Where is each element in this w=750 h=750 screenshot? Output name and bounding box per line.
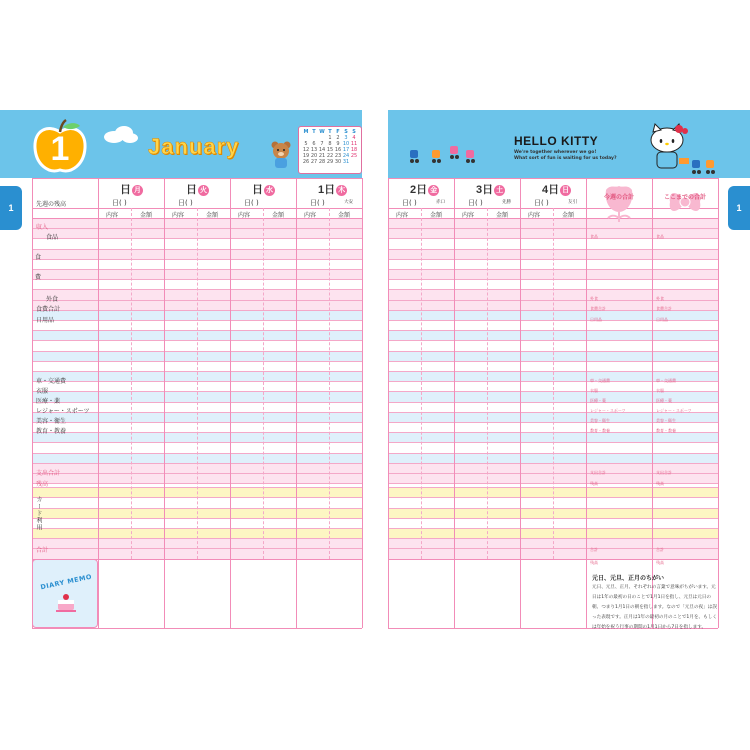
mini-calendar-weekday: M xyxy=(303,129,309,135)
summary-row-label: 美容・衛生 xyxy=(656,418,676,423)
weekday-badge: 金 xyxy=(430,187,438,194)
cloud-icon xyxy=(100,124,140,144)
content-amount-divider xyxy=(263,208,264,559)
clothing-label: 衣服 xyxy=(36,388,49,395)
mini-calendar-day: 31 xyxy=(342,159,350,165)
mini-calendar-day: 30 xyxy=(334,159,342,165)
summary-row-label: レジャー・スポーツ xyxy=(590,408,626,413)
food-group-label: 食 xyxy=(35,254,42,261)
prev-balance-label: 先週の残高 xyxy=(36,201,67,208)
content-amount-divider xyxy=(421,208,422,559)
content-column-label: 内容 xyxy=(396,212,409,219)
summary-row-label: 医療・薬 xyxy=(590,398,606,403)
leisure-label: レジャー・スポーツ xyxy=(36,408,90,415)
mini-calendar-day: 29 xyxy=(326,159,334,165)
amount-column-label: 金額 xyxy=(338,212,351,219)
mini-calendar-day xyxy=(350,159,358,165)
day-header xyxy=(410,181,439,197)
brand-tagline-2: What sort of fun is waiting for us today? xyxy=(514,156,617,161)
diary-memo-title: DIARY MEMO xyxy=(39,572,93,592)
mini-calendar-day: 18 xyxy=(350,147,358,153)
mini-calendar-day: 25 xyxy=(350,153,358,159)
month-tab-left[interactable]: 1 xyxy=(0,186,22,230)
mini-calendar-day: 17 xyxy=(342,147,350,153)
summary-row-label: 教育・教養 xyxy=(590,428,610,433)
column-line xyxy=(652,178,653,628)
summary-row-label: 残高 xyxy=(656,560,664,565)
header-line xyxy=(32,178,362,179)
column-line xyxy=(586,178,587,628)
weekday-badge: 水 xyxy=(266,187,273,194)
mini-calendar-day: 11 xyxy=(350,141,358,147)
day-paren: 日( ) xyxy=(112,199,127,207)
mini-calendar-weekday: T xyxy=(328,129,332,135)
header-line xyxy=(388,178,718,179)
mini-calendar-day: 12 xyxy=(302,147,310,153)
day-header xyxy=(120,181,143,197)
weekday-badge: 日 xyxy=(562,187,570,194)
mini-calendar-day: 20 xyxy=(310,153,318,159)
day-header xyxy=(318,181,347,197)
day-paren: 日( ) xyxy=(468,199,483,207)
rokuyo-label: 赤口 xyxy=(436,200,445,205)
month-tab-right[interactable]: 1 xyxy=(728,186,750,230)
content-column-label: 内容 xyxy=(304,212,317,219)
mini-calendar-day: 27 xyxy=(310,159,318,165)
day-memo-cell[interactable] xyxy=(164,559,230,628)
mini-calendar-day: 14 xyxy=(318,147,326,153)
bottom-line xyxy=(32,628,362,629)
content-column-label: 内容 xyxy=(172,212,185,219)
summary-row-label: 外食 xyxy=(590,296,598,301)
summary-row-label: 食品 xyxy=(656,234,664,239)
mini-calendar-day: 2 xyxy=(336,135,340,141)
content-column-label: 内容 xyxy=(528,212,541,219)
summary-row-label: 車・交通費 xyxy=(656,378,676,383)
total-label: 合計 xyxy=(36,547,49,554)
mini-calendar-day: 1 xyxy=(328,135,332,141)
summary-row-label: 日用品 xyxy=(590,317,602,322)
mini-calendar-day: 19 xyxy=(302,153,310,159)
expense-total-label: 支出合計 xyxy=(36,470,61,477)
mini-calendar-weekday: F xyxy=(336,129,340,135)
summary-row-label: 食費合計 xyxy=(590,306,606,311)
day-number: 日 xyxy=(186,184,197,196)
mini-calendar-weekday: S xyxy=(344,129,348,135)
day-memo-cell[interactable] xyxy=(98,559,164,628)
mini-calendar-day: 26 xyxy=(302,159,310,165)
amount-column-label: 金額 xyxy=(272,212,285,219)
food-group-label: 費 xyxy=(35,274,42,281)
education-label: 教育・教養 xyxy=(36,428,67,435)
summary-row-label: 衣服 xyxy=(656,388,664,393)
day-paren: 日( ) xyxy=(534,199,549,207)
day-number: 2日 xyxy=(410,184,428,196)
day-header xyxy=(476,181,505,197)
day-number: 日 xyxy=(120,184,131,196)
brand-tagline xyxy=(514,150,624,162)
day-number: 3日 xyxy=(476,184,494,196)
mini-calendar-weekday: S xyxy=(352,129,356,135)
summary-row-label: 外食 xyxy=(656,296,664,301)
content-amount-divider xyxy=(131,208,132,559)
mini-calendar-day: 6 xyxy=(312,141,316,147)
column-line xyxy=(362,178,363,628)
brand-tagline-1: We're together wherever we go! xyxy=(514,150,597,155)
content-column-label: 内容 xyxy=(106,212,119,219)
food-label: 食品 xyxy=(46,234,59,241)
summary-row-label: 支出合計 xyxy=(590,470,606,475)
eating-out-label: 外食 xyxy=(46,296,59,303)
note-title: 元日、元旦、正月のちがい xyxy=(592,575,665,582)
content-amount-divider xyxy=(553,208,554,559)
day-memo-cell[interactable] xyxy=(520,559,586,628)
mini-calendar-day: 16 xyxy=(334,147,342,153)
summary-row-label: 食費合計 xyxy=(656,306,672,311)
to-date-total-header: ここまでの合計 xyxy=(663,194,706,201)
amount-column-label: 金額 xyxy=(430,212,443,219)
summary-row-label: 合計 xyxy=(590,547,598,552)
tulip-icon xyxy=(602,184,636,224)
day-header xyxy=(186,181,209,197)
content-amount-divider xyxy=(487,208,488,559)
day-header xyxy=(252,181,275,197)
bear-character-icon xyxy=(270,140,292,170)
bow-icon xyxy=(668,184,702,224)
summary-row-label: 日用品 xyxy=(656,317,668,322)
summary-row-label: 美容・衛生 xyxy=(590,418,610,423)
food-total-label: 食費合計 xyxy=(36,306,61,313)
summary-row-label: 食品 xyxy=(590,234,598,239)
medical-label: 医療・薬 xyxy=(36,398,61,405)
hello-kitty-icon xyxy=(645,122,693,174)
mini-calendar-day: 28 xyxy=(318,159,326,165)
day-memo-cell[interactable] xyxy=(230,559,296,628)
brand-title: HELLO KITTY xyxy=(514,134,599,148)
summary-row-label: 残高 xyxy=(590,560,598,565)
weekday-badge: 月 xyxy=(134,187,141,194)
mini-calendar-day: 3 xyxy=(344,135,348,141)
this-week-total-header: 今週の合計 xyxy=(603,194,634,201)
mini-calendar-day: 21 xyxy=(318,153,326,159)
day-paren: 日( ) xyxy=(244,199,259,207)
beauty-label: 美容・衛生 xyxy=(36,418,67,425)
mini-calendar-day: 10 xyxy=(342,141,350,147)
summary-row-label: レジャー・スポーツ xyxy=(656,408,692,413)
day-memo-cell[interactable] xyxy=(296,559,362,628)
day-memo-cell[interactable] xyxy=(388,559,454,628)
weekday-badge: 木 xyxy=(338,187,346,194)
day-number: 1日 xyxy=(318,184,336,196)
amount-column-label: 金額 xyxy=(562,212,575,219)
day-paren: 日( ) xyxy=(178,199,193,207)
mini-calendar-day: 5 xyxy=(304,141,308,147)
summary-row-label: 残高 xyxy=(590,481,598,486)
mini-calendar-day: 4 xyxy=(352,135,356,141)
day-paren: 日( ) xyxy=(402,199,417,207)
daily-goods-label: 日用品 xyxy=(36,317,55,324)
summary-row-label: 衣服 xyxy=(590,388,598,393)
mini-calendar-weekday: W xyxy=(319,129,325,135)
day-number: 4日 xyxy=(542,184,560,196)
summary-row-label: 教育・教養 xyxy=(656,428,676,433)
small-characters-icon xyxy=(690,156,718,178)
month-number: 1 xyxy=(50,130,70,168)
mini-calendar-day: 24 xyxy=(342,153,350,159)
rokuyo-label: 大安 xyxy=(344,200,353,205)
day-number: 日 xyxy=(252,184,263,196)
income-label: 収入 xyxy=(36,224,49,231)
transport-label: 車・交通費 xyxy=(36,378,67,385)
content-amount-divider xyxy=(197,208,198,559)
characters-row-icon xyxy=(408,144,478,166)
day-paren: 日( ) xyxy=(310,199,325,207)
summary-row-label: 支出合計 xyxy=(656,470,672,475)
mini-calendar-weekday: T xyxy=(312,129,316,135)
balance-label: 残高 xyxy=(36,481,49,488)
mini-calendar-day: 8 xyxy=(328,141,332,147)
mini-calendar xyxy=(298,126,362,174)
cake-icon xyxy=(54,590,78,614)
note-body: 元日、元旦、正月、それぞれの言葉で意味がちがいます。元日は1年の最初の日のことで1月1日を指し、元旦は元日の朝、つまり1月1日の朝を指します。なので「元旦の夜」は誤った表現です。正月は1年の最初の月のことで1月を、もしくは年始を祝う行事の期間の1月1日から7日を指します。 xyxy=(592,585,717,630)
rokuyo-label: 友引 xyxy=(568,200,577,205)
content-amount-divider xyxy=(329,208,330,559)
mini-calendar-day: 22 xyxy=(326,153,334,159)
summary-row-label: 残高 xyxy=(656,481,664,486)
day-memo-cell[interactable] xyxy=(454,559,520,628)
amount-column-label: 金額 xyxy=(496,212,509,219)
weekday-badge: 火 xyxy=(200,187,207,194)
mini-calendar-day: 15 xyxy=(326,147,334,153)
rokuyo-label: 先勝 xyxy=(502,200,511,205)
amount-column-label: 金額 xyxy=(206,212,219,219)
day-header xyxy=(542,181,571,197)
mini-calendar-day: 7 xyxy=(320,141,324,147)
content-column-label: 内容 xyxy=(462,212,475,219)
weekday-badge: 土 xyxy=(496,187,504,194)
column-line xyxy=(718,178,719,628)
mini-calendar-day: 13 xyxy=(310,147,318,153)
mini-calendar-day: 9 xyxy=(336,141,340,147)
card-use-label: カード利用 xyxy=(35,496,42,531)
amount-column-label: 金額 xyxy=(140,212,153,219)
content-column-label: 内容 xyxy=(238,212,251,219)
summary-row-label: 車・交通費 xyxy=(590,378,610,383)
mini-calendar-day: 23 xyxy=(334,153,342,159)
summary-row-label: 医療・薬 xyxy=(656,398,672,403)
summary-row-label: 合計 xyxy=(656,547,664,552)
month-name: January xyxy=(148,134,240,159)
